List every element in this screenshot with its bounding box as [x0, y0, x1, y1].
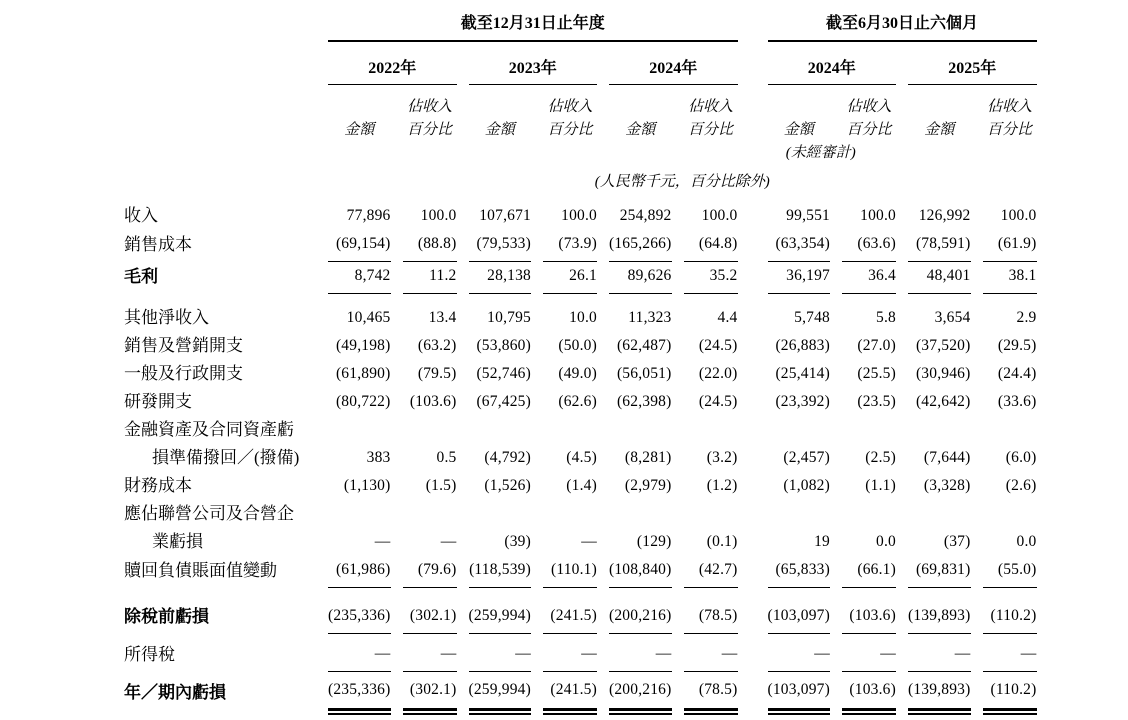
amount-cell: (7,644)	[923, 449, 971, 466]
blank	[328, 142, 738, 164]
pct-cell: (23.5)	[857, 393, 896, 410]
col-group-annual: 截至12月31日止年度	[328, 6, 738, 42]
pct-cell: (110.2)	[983, 676, 1037, 711]
amount-cell: (80,722)	[335, 393, 391, 410]
column-gap	[750, 416, 756, 472]
col-year-2025: 2025年	[908, 42, 1037, 85]
pct-cell: (79.5)	[417, 365, 457, 382]
subheader-row-2	[124, 119, 1037, 142]
pct-cell: —	[440, 533, 457, 550]
table-row	[124, 676, 1037, 711]
amount-cell: 77,896	[346, 207, 391, 224]
amount-cell: (69,154)	[328, 230, 391, 262]
pct-cell: —	[581, 533, 597, 550]
table-row	[124, 360, 1037, 388]
amount-cell: (235,336)	[328, 602, 391, 634]
amount-cell: (200,216)	[609, 676, 672, 711]
pct-cell: (50.0)	[558, 337, 597, 354]
table-row	[124, 332, 1037, 360]
column-gap	[750, 472, 756, 500]
pct-cell: —	[403, 640, 457, 672]
pct-cell: (33.6)	[997, 393, 1037, 410]
pct-cell: (22.0)	[698, 365, 738, 382]
pct-cell: 100.0	[701, 207, 738, 224]
column-gap	[750, 388, 756, 416]
col-year-2023: 2023年	[469, 42, 598, 85]
subheader-blank	[609, 85, 672, 119]
row-label	[124, 416, 316, 472]
row-label-line2: 損準備撥回／(撥備)	[152, 448, 300, 467]
label-spacer	[124, 142, 316, 164]
pct-cell: —	[543, 640, 597, 672]
table-row	[124, 304, 1037, 332]
subheader-amount: 金額	[924, 122, 955, 138]
pct-cell: 5.8	[876, 309, 896, 326]
group-header-row	[124, 6, 1037, 42]
amount-cell: (62,398)	[616, 393, 672, 410]
amount-cell: —	[328, 640, 391, 672]
amount-cell: (1,526)	[484, 477, 531, 494]
amount-cell: (2,979)	[624, 477, 672, 494]
subheader-amount: 金額	[484, 122, 515, 138]
amount-cell: 11,323	[628, 309, 672, 326]
pct-cell: 38.1	[983, 262, 1037, 294]
pct-cell: —	[983, 640, 1037, 672]
amount-cell: (139,893)	[908, 602, 971, 634]
table-row	[124, 640, 1037, 672]
pct-cell: (241.5)	[543, 676, 597, 711]
pct-cell: (73.9)	[543, 230, 597, 262]
row-gap	[124, 588, 1037, 602]
column-gap	[750, 602, 756, 634]
amount-cell: 8,742	[328, 262, 391, 294]
column-gap	[750, 142, 756, 164]
subheader-percentage: 百分比	[406, 122, 452, 138]
amount-cell: (65,833)	[768, 556, 831, 588]
amount-cell: (52,746)	[476, 365, 531, 382]
label-spacer	[124, 119, 316, 142]
amount-cell: (37)	[943, 533, 971, 550]
row-label: 一般及行政開支	[124, 364, 243, 383]
amount-cell: (69,831)	[908, 556, 971, 588]
pct-cell: (63.6)	[842, 230, 896, 262]
table-row	[124, 388, 1037, 416]
pct-cell: 4.4	[717, 309, 738, 326]
col-year-2022: 2022年	[328, 42, 457, 85]
pct-cell: (302.1)	[403, 602, 457, 634]
amount-cell: —	[908, 640, 971, 672]
table-row	[124, 202, 1037, 230]
subheader-blank	[328, 85, 391, 119]
row-label-line1: 金融資產及合同資產虧	[124, 420, 294, 439]
col-group-interim: 截至6月30日止六個月	[768, 6, 1037, 42]
unaudited-row	[124, 142, 1037, 164]
amount-cell: (39)	[504, 533, 531, 550]
amount-cell: (8,281)	[624, 449, 672, 466]
pct-cell: (0.1)	[706, 533, 738, 550]
label-spacer	[124, 6, 316, 42]
amount-cell: 10,795	[487, 309, 531, 326]
pct-cell: (63.2)	[417, 337, 457, 354]
row-label: 銷售及營銷開支	[124, 336, 243, 355]
amount-cell: (129)	[636, 533, 672, 550]
subheader-percentage: 百分比	[687, 122, 733, 138]
pct-cell: 100.0	[561, 207, 597, 224]
row-label-line1: 應佔聯營公司及合營企	[124, 504, 294, 523]
amount-cell: (1,082)	[783, 477, 830, 494]
subheader-pct-of-revenue: 佔收入	[687, 99, 733, 115]
pct-cell: 36.4	[842, 262, 896, 294]
amount-cell: (2,457)	[783, 449, 830, 466]
amount-cell: 89,626	[609, 262, 672, 294]
pct-cell: (78.5)	[684, 676, 738, 711]
amount-cell: (139,893)	[908, 676, 971, 711]
column-gap	[750, 304, 756, 332]
amount-cell: (62,487)	[616, 337, 672, 354]
table-row	[124, 602, 1037, 634]
amount-cell: (61,890)	[335, 365, 391, 382]
subheader-row-1	[124, 85, 1037, 119]
row-label: 財務成本	[124, 476, 192, 495]
amount-cell: 36,197	[768, 262, 831, 294]
financial-table	[112, 6, 1049, 711]
blank	[908, 142, 1037, 164]
pct-cell: 100.0	[420, 207, 457, 224]
column-gap	[750, 360, 756, 388]
pct-cell: (79.6)	[403, 556, 457, 588]
amount-cell: 99,551	[786, 207, 830, 224]
pct-cell: (42.7)	[684, 556, 738, 588]
pct-cell: (6.0)	[1005, 449, 1037, 466]
table-row	[124, 230, 1037, 262]
row-label: 其他淨收入	[124, 308, 209, 327]
row-label-line2: 業虧損	[152, 532, 203, 551]
pct-cell: 26.1	[543, 262, 597, 294]
pct-cell: (64.8)	[684, 230, 738, 262]
pct-cell: (62.6)	[558, 393, 597, 410]
subheader-blank	[768, 85, 831, 119]
pct-cell: 0.5	[436, 449, 457, 466]
row-label: 收入	[124, 206, 158, 225]
row-label: 毛利	[124, 267, 158, 286]
amount-cell: (56,051)	[616, 365, 672, 382]
column-gap	[750, 6, 756, 42]
pct-cell: (49.0)	[558, 365, 597, 382]
blank	[124, 588, 1037, 602]
pct-cell: (103.6)	[409, 393, 457, 410]
subheader-pct-of-revenue: 佔收入	[846, 99, 892, 115]
column-gap	[750, 332, 756, 360]
column-gap	[750, 676, 756, 711]
amount-cell: 3,654	[934, 309, 971, 326]
pct-cell: 11.2	[403, 262, 457, 294]
pct-cell: (24.5)	[698, 337, 738, 354]
pct-cell: 13.4	[428, 309, 457, 326]
amount-cell: 107,671	[479, 207, 531, 224]
pct-cell: (66.1)	[842, 556, 896, 588]
unaudited-note: (未經審計)	[785, 145, 856, 161]
col-year-2024-interim: 2024年	[768, 42, 897, 85]
amount-cell: 48,401	[908, 262, 971, 294]
pct-cell: (27.0)	[857, 337, 896, 354]
row-label: 年／期內虧損	[124, 683, 226, 702]
pct-cell: (24.5)	[698, 393, 738, 410]
column-gap	[750, 230, 756, 262]
amount-cell: 383	[366, 449, 391, 466]
pct-cell: (1.2)	[706, 477, 738, 494]
amount-cell: (103,097)	[768, 676, 831, 711]
table-row	[124, 472, 1037, 500]
amount-cell: (118,539)	[469, 556, 532, 588]
subheader-pct-of-revenue: 佔收入	[547, 99, 593, 115]
amount-cell: 5,748	[794, 309, 830, 326]
pct-cell: (4.5)	[566, 449, 597, 466]
row-label: 除稅前虧損	[124, 607, 209, 626]
amount-cell: 19	[814, 533, 830, 550]
amount-cell: (53,860)	[476, 337, 531, 354]
amount-cell: (200,216)	[609, 602, 672, 634]
pct-cell: 2.9	[1016, 309, 1037, 326]
pct-cell: (241.5)	[543, 602, 597, 634]
amount-cell: (42,642)	[915, 393, 971, 410]
pct-cell: (1.5)	[425, 477, 457, 494]
amount-cell: (67,425)	[476, 393, 531, 410]
pct-cell: (61.9)	[983, 230, 1037, 262]
amount-cell: (30,946)	[915, 365, 971, 382]
amount-cell: (4,792)	[484, 449, 531, 466]
pct-cell: (302.1)	[403, 676, 457, 711]
column-gap	[750, 500, 756, 556]
amount-cell: (78,591)	[908, 230, 971, 262]
amount-cell: 28,138	[469, 262, 532, 294]
pct-cell: (2.6)	[1005, 477, 1037, 494]
label-spacer	[124, 85, 316, 119]
row-label: 研發開支	[124, 392, 192, 411]
pct-cell: 0.0	[1016, 533, 1037, 550]
pct-cell: 35.2	[684, 262, 738, 294]
amount-cell: 254,892	[619, 207, 672, 224]
row-label	[124, 500, 316, 556]
table-row	[124, 500, 1037, 556]
pct-cell: (110.1)	[543, 556, 597, 588]
amount-cell: (165,266)	[609, 230, 672, 262]
pct-cell: (1.1)	[865, 477, 896, 494]
amount-cell: (25,414)	[775, 365, 830, 382]
pct-cell: 10.0	[569, 309, 597, 326]
row-label: 所得稅	[124, 645, 175, 664]
table-row	[124, 556, 1037, 588]
amount-cell: —	[768, 640, 831, 672]
amount-cell: (49,198)	[335, 337, 391, 354]
amount-cell: (79,533)	[469, 230, 532, 262]
pct-cell: (88.8)	[403, 230, 457, 262]
pct-cell: (103.6)	[842, 602, 896, 634]
pct-cell: (2.5)	[865, 449, 896, 466]
label-spacer	[124, 42, 316, 85]
amount-cell: (235,336)	[328, 676, 391, 711]
column-gap	[750, 119, 756, 142]
pct-cell: (25.5)	[857, 365, 896, 382]
subheader-amount: 金額	[783, 122, 814, 138]
currency-unit-note: (人民幣千元，百分比除外)	[594, 174, 770, 190]
row-gap	[124, 294, 1037, 304]
amount-cell: (63,354)	[768, 230, 831, 262]
subheader-blank	[908, 85, 971, 119]
subheader-percentage: 百分比	[547, 122, 593, 138]
pct-cell: (3.2)	[706, 449, 738, 466]
subheader-amount: 金額	[344, 122, 375, 138]
subheader-percentage: 百分比	[846, 122, 892, 138]
pct-cell: (24.4)	[997, 365, 1037, 382]
subheader-blank	[469, 85, 532, 119]
pct-cell: (55.0)	[983, 556, 1037, 588]
pct-cell: 100.0	[860, 207, 896, 224]
table-row	[124, 416, 1037, 472]
column-gap	[750, 202, 756, 230]
amount-cell: —	[469, 640, 532, 672]
amount-cell: (61,986)	[328, 556, 391, 588]
column-gap	[750, 262, 756, 294]
amount-cell: —	[374, 533, 391, 550]
pct-cell: —	[684, 640, 738, 672]
column-gap	[750, 42, 756, 85]
row-label: 銷售成本	[124, 235, 192, 254]
blank	[124, 294, 1037, 304]
amount-cell: (3,328)	[923, 477, 971, 494]
pct-cell: (1.4)	[566, 477, 597, 494]
row-label: 贖回負債賬面值變動	[124, 561, 277, 580]
amount-cell: (23,392)	[775, 393, 830, 410]
amount-cell: (37,520)	[915, 337, 971, 354]
amount-cell: —	[609, 640, 672, 672]
subheader-percentage: 百分比	[986, 122, 1032, 138]
amount-cell: 10,465	[346, 309, 391, 326]
pct-cell: 0.0	[876, 533, 896, 550]
amount-cell: (26,883)	[775, 337, 830, 354]
amount-cell: (103,097)	[768, 602, 831, 634]
pct-cell: (78.5)	[684, 602, 738, 634]
pct-cell: 100.0	[1000, 207, 1037, 224]
subheader-amount: 金額	[625, 122, 656, 138]
pct-cell: (110.2)	[983, 602, 1037, 634]
col-year-2024: 2024年	[609, 42, 738, 85]
table-body	[124, 202, 1037, 711]
amount-cell: (259,994)	[469, 676, 532, 711]
pct-cell: (29.5)	[997, 337, 1037, 354]
year-header-row	[124, 42, 1037, 85]
column-gap	[750, 640, 756, 672]
unit-note-row	[124, 164, 1037, 202]
subheader-pct-of-revenue: 佔收入	[986, 99, 1032, 115]
label-spacer	[124, 164, 316, 202]
amount-cell: (108,840)	[609, 556, 672, 588]
amount-cell: (1,130)	[343, 477, 391, 494]
amount-cell: 126,992	[918, 207, 971, 224]
subheader-pct-of-revenue: 佔收入	[406, 99, 452, 115]
table-row	[124, 262, 1037, 294]
amount-cell: (259,994)	[469, 602, 532, 634]
pct-cell: (103.6)	[842, 676, 896, 711]
column-gap	[750, 556, 756, 588]
pct-cell: —	[842, 640, 896, 672]
column-gap	[750, 85, 756, 119]
